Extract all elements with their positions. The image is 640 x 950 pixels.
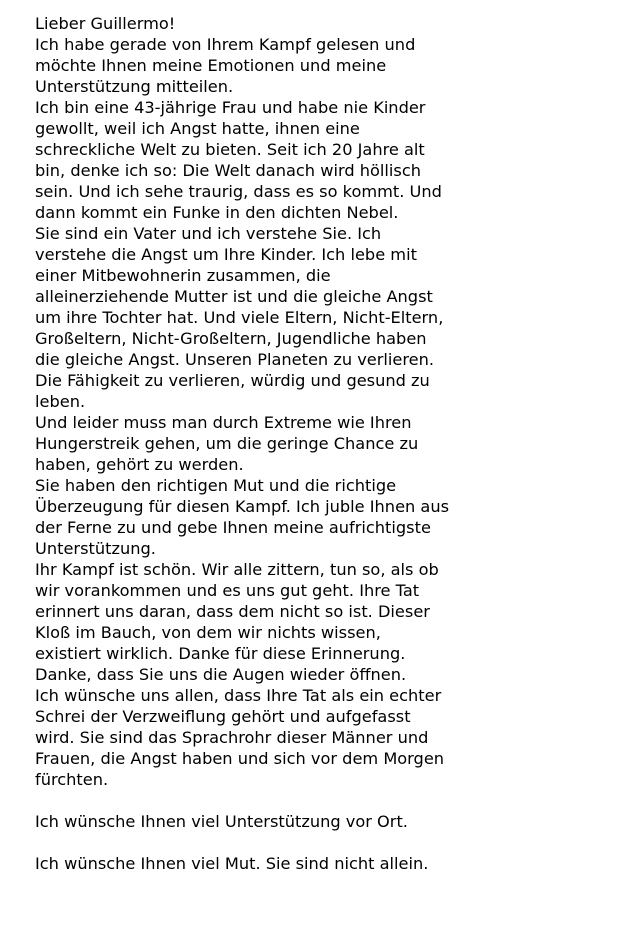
text-line: Die Fähigkeit zu verlieren, würdig und gesund zu [35, 371, 430, 390]
text-line: möchte Ihnen meine Emotionen und meine [35, 56, 387, 75]
text-line: sein. Und ich sehe traurig, dass es so kommt. Und [35, 182, 442, 201]
text-line: die gleiche Angst. Unseren Planeten zu verlieren. [35, 350, 435, 369]
text-line: Unterstützung mitteilen. [35, 77, 234, 96]
text-line: erinnert uns daran, dass dem nicht so ist. Dieser [35, 602, 430, 621]
paragraph-gap [35, 790, 625, 811]
text-line: wird. Sie sind das Sprachrohr dieser Männer und [35, 728, 429, 747]
text-line: Sie sind ein Vater und ich verstehe Sie. Ich [35, 224, 382, 243]
closing-line: Ich wünsche Ihnen viel Unterstützung vor Ort. [35, 812, 408, 831]
text-line: Schrei der Verzweiflung gehört und aufgefasst [35, 707, 411, 726]
text-line: wir vorankommen und es uns gut geht. Ihre Tat [35, 581, 420, 600]
text-line: der Ferne zu und gebe Ihnen meine aufrichtigste [35, 518, 431, 537]
text-line: fürchten. [35, 770, 109, 789]
text-line: einer Mitbewohnerin zusammen, die [35, 266, 331, 285]
text-line: Überzeugung für diesen Kampf. Ich juble Ihnen aus [35, 497, 450, 516]
text-line: leben. [35, 392, 86, 411]
text-line: Hungerstreik gehen, um die geringe Chance zu [35, 434, 419, 453]
text-line: Lieber Guillermo! [35, 14, 176, 33]
text-line: alleinerziehende Mutter ist und die gleiche Angst [35, 287, 433, 306]
text-line: Unterstützung. [35, 539, 156, 558]
text-line: verstehe die Angst um Ihre Kinder. Ich lebe mit [35, 245, 417, 264]
paragraph-gap [35, 832, 625, 853]
text-line: dann kommt ein Funke in den dichten Nebel. [35, 203, 399, 222]
text-line: Sie haben den richtigen Mut und die richtige [35, 476, 397, 495]
text-line: schreckliche Welt zu bieten. Seit ich 20 Jahre alt [35, 140, 425, 159]
text-line: Ich bin eine 43-jährige Frau und habe nie Kinder [35, 98, 426, 117]
text-line: Kloß im Bauch, von dem wir nichts wissen, [35, 623, 381, 642]
text-line: haben, gehört zu werden. [35, 455, 244, 474]
text-line: bin, denke ich so: Die Welt danach wird höllisch [35, 161, 421, 180]
text-line: Frauen, die Angst haben und sich vor dem Morgen [35, 749, 445, 768]
text-line: Und leider muss man durch Extreme wie Ihren [35, 413, 412, 432]
text-line: Großeltern, Nicht-Großeltern, Jugendliche haben [35, 329, 427, 348]
text-line: existiert wirklich. Danke für diese Erinnerung. [35, 644, 406, 663]
text-line: Ich wünsche uns allen, dass Ihre Tat als ein echter [35, 686, 442, 705]
text-line: Danke, dass Sie uns die Augen wieder öffnen. [35, 665, 407, 684]
closing-line: Ich wünsche Ihnen viel Mut. Sie sind nicht allein. [35, 854, 429, 873]
letter-body [35, 13, 625, 874]
text-line: gewollt, weil ich Angst hatte, ihnen eine [35, 119, 360, 138]
text-line: Ihr Kampf ist schön. Wir alle zittern, tun so, als ob [35, 560, 439, 579]
text-line: um ihre Tochter hat. Und viele Eltern, Nicht-Eltern, [35, 308, 444, 327]
text-line: Ich habe gerade von Ihrem Kampf gelesen und [35, 35, 416, 54]
